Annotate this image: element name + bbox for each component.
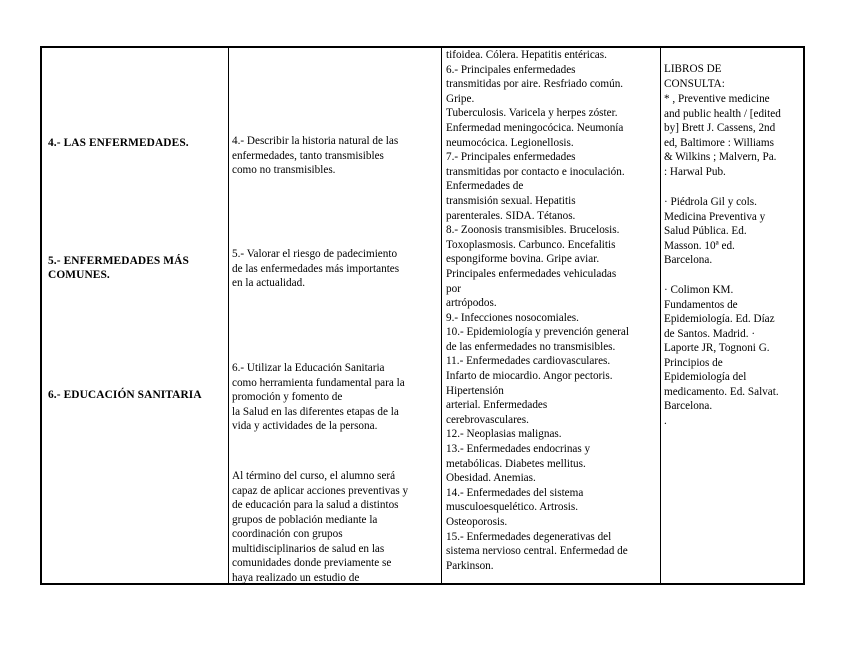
heading-line: 6.- EDUCACIÓN SANITARIA [48, 389, 202, 401]
contents-line: transmitidas por aire. Resfriado común. [446, 78, 624, 91]
text-line: de las enfermedades más importantes [232, 262, 400, 275]
text-line: vida y actividades de la persona. [232, 420, 378, 432]
contents-line: de las enfermedades no transmisibles. [446, 340, 616, 353]
syllabus-table [40, 46, 805, 585]
text-line: * , Preventive medicine [664, 93, 770, 105]
text-line: 6.- Utilizar la Educación Sanitaria [232, 362, 385, 374]
contents-line: 10.- Epidemiología y prevención general [446, 326, 629, 339]
text-line: Laporte JR, Tognoni G. [664, 342, 770, 354]
contents-line: tifoidea. Cólera. Hepatitis entéricas. [446, 49, 607, 61]
contents-line: por [446, 282, 461, 295]
book-reference-1 [664, 92, 781, 179]
contents-line: 13.- Enfermedades endocrinas y [446, 443, 591, 456]
contents-line: 9.- Infecciones nosocomiales. [446, 311, 579, 324]
contents-line: Principales enfermedades vehiculadas [446, 267, 617, 280]
contents-line: 6.- Principales enfermedades [446, 63, 576, 76]
contents-line: Infarto de miocardio. Angor pectoris. [446, 370, 613, 383]
contents-line: Osteoporosis. [446, 516, 508, 528]
text-line: promoción y fomento de [232, 391, 343, 403]
text-line: Barcelona. [664, 400, 713, 412]
contents-line: sistema nervioso central. Enfermedad de [446, 545, 628, 558]
unit-heading-6 [48, 388, 202, 402]
contents-line: 11.- Enfermedades cardiovasculares. [446, 355, 611, 368]
contents-line: 7.- Principales enfermedades [446, 151, 576, 164]
text-line: coordinación con grupos [232, 528, 343, 540]
text-line: comunidades donde previamente se [232, 557, 392, 569]
heading-line: COMUNES. [48, 269, 110, 281]
book-reference-2 [664, 195, 765, 268]
text-line: Masson. 10ª ed. [664, 239, 735, 252]
text-line: Al término del curso, el alumno será [232, 470, 396, 482]
text-line: la Salud en las diferentes etapas de la [232, 405, 399, 418]
column-divider [228, 48, 229, 583]
contents-line: espongiforme bovina. Gripe aviar. [446, 253, 600, 266]
contents-line: parenterales. SIDA. Tétanos. [446, 209, 576, 222]
contents-line: metabólicas. Diabetes mellitus. [446, 457, 586, 470]
contents-line: Hipertensión [446, 384, 504, 397]
text-line: Barcelona. [664, 254, 713, 266]
contents-line: musculoesquelético. Artrosis. [446, 501, 579, 514]
text-line: como no transmisibles. [232, 164, 336, 176]
text-line: · Colimon KM. [664, 284, 734, 296]
contents-line: 15.- Enfermedades degenerativas del [446, 530, 612, 543]
text-line: Epidemiología del [664, 371, 747, 383]
text-line: & Wilkins ; Malvern, Pa. [664, 151, 777, 163]
contents-line: cerebrovasculares. [446, 413, 529, 426]
text-line: Salud Pública. Ed. [664, 225, 747, 237]
text-line: como herramienta fundamental para la [232, 376, 405, 389]
text-line: 4.- Describir la historia natural de las [232, 135, 399, 147]
text-line: de Santos. Madrid. · [664, 327, 756, 340]
text-line: . [664, 414, 667, 427]
objective-6 [232, 361, 405, 434]
contents-line: Toxoplasmosis. Carbunco. Encefalitis [446, 238, 616, 251]
text-line: multidisciplinarios de salud en las [232, 542, 385, 555]
unit-heading-5 [48, 254, 189, 282]
text-line: 5.- Valorar el riesgo de padecimiento [232, 248, 398, 260]
objective-5 [232, 247, 399, 291]
text-line: Fundamentos de [664, 298, 738, 311]
text-line: de educación para la salud a distintos [232, 499, 399, 511]
contents-line: transmitidas por contacto e inoculación. [446, 165, 625, 178]
books-title [664, 62, 725, 91]
final-objective [232, 469, 408, 585]
unit-heading-4 [48, 136, 189, 150]
contents-line: Gripe. [446, 92, 475, 105]
objective-4 [232, 134, 398, 178]
contents-line: neumocócica. Legionellosis. [446, 136, 574, 149]
contents-line: arterial. Enfermedades [446, 399, 548, 412]
text-line: haya realizado un estudio de [232, 571, 360, 584]
text-line: Medicina Preventiva y [664, 210, 766, 223]
contents-line: artrópodos. [446, 297, 497, 310]
text-line: · Piédrola Gil y cols. [664, 196, 757, 208]
contents-line: Enfermedad meningocócica. Neumonía [446, 121, 624, 134]
contents-line: Parkinson. [446, 559, 494, 572]
text-line: capaz de aplicar acciones preventivas y [232, 484, 409, 497]
text-line: grupos de población mediante la [232, 513, 378, 526]
contents-line: transmisión sexual. Hepatitis [446, 194, 576, 207]
contents-line: 8.- Zoonosis transmisibles. Brucelosis. [446, 224, 620, 237]
contents-line: Tuberculosis. Varicela y herpes zóster. [446, 107, 618, 120]
text-line: : Harwal Pub. [664, 165, 726, 178]
text-line: ed, Baltimore : Williams [664, 136, 774, 149]
column-divider [660, 48, 661, 583]
book-reference-3 [664, 283, 779, 428]
text-line: medicamento. Ed. Salvat. [664, 385, 779, 398]
contents-list [446, 48, 629, 573]
text-line: Principios de [664, 356, 723, 369]
column-divider [441, 48, 442, 583]
contents-line: 12.- Neoplasias malignas. [446, 428, 562, 441]
contents-line: Enfermedades de [446, 180, 524, 193]
contents-line: 14.- Enfermedades del sistema [446, 486, 584, 499]
heading-line: 5.- ENFERMEDADES MÁS [48, 255, 189, 267]
text-line: en la actualidad. [232, 277, 305, 289]
text-line: and public health / [edited [664, 107, 781, 120]
text-line: CONSULTA: [664, 77, 725, 90]
text-line: Epidemiología. Ed. Díaz [664, 313, 775, 325]
text-line: enfermedades, tanto transmisibles [232, 149, 384, 162]
heading-line: 4.- LAS ENFERMEDADES. [48, 137, 189, 149]
text-line: by] Brett J. Cassens, 2nd [664, 122, 776, 134]
contents-line: Obesidad. Anemias. [446, 472, 536, 485]
text-line: LIBROS DE [664, 63, 722, 75]
